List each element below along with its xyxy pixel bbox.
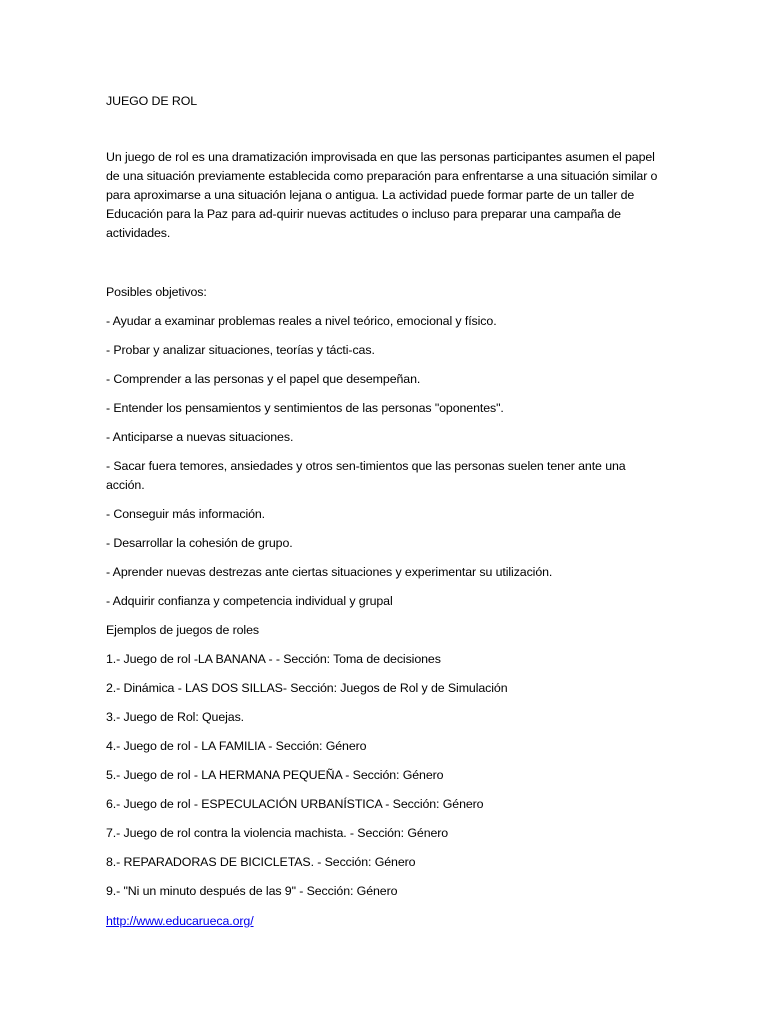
example-item: 8.- REPARADORAS DE BICICLETAS. - Sección: Género — [106, 855, 416, 869]
example-item: 5.- Juego de rol - LA HERMANA PEQUEÑA - Sección: Género — [106, 768, 444, 782]
example-item: 1.- Juego de rol -LA BANANA - - Sección: Toma de decisiones — [106, 652, 441, 666]
document-title: JUEGO DE ROL — [106, 94, 198, 108]
objective-item: - Ayudar a examinar problemas reales a nivel teórico, emocional y físico. — [106, 314, 497, 328]
objective-item: - Desarrollar la cohesión de grupo. — [106, 536, 293, 550]
reference-link-line — [106, 912, 676, 931]
objective-item: - Sacar fuera temores, ansiedades y otros sen-timientos que las personas suelen tener ante una acción. — [106, 459, 626, 492]
objective-item: - Adquirir confianza y competencia individual y grupal — [106, 594, 393, 608]
example-item: 9.- "Ni un minuto después de las 9" - Sección: Género — [106, 884, 398, 898]
objective-item: - Comprender a las personas y el papel que desempeñan. — [106, 372, 421, 386]
example-item: 6.- Juego de rol - ESPECULACIÓN URBANÍSTICA - Sección: Género — [106, 797, 484, 811]
example-item: 3.- Juego de Rol: Quejas. — [106, 710, 245, 724]
objectives-heading: Posibles objetivos: — [106, 285, 207, 299]
educarueca-link[interactable]: http://www.educarueca.org/ — [106, 914, 254, 928]
objective-item: - Conseguir más información. — [106, 507, 266, 521]
example-item: 2.- Dinámica - LAS DOS SILLAS- Sección: Juegos de Rol y de Simulación — [106, 681, 508, 695]
objective-item: - Entender los pensamientos y sentimientos de las personas "oponentes". — [106, 401, 504, 415]
example-item: 7.- Juego de rol contra la violencia machista. - Sección: Género — [106, 826, 449, 840]
examples-heading: Ejemplos de juegos de roles — [106, 623, 259, 637]
example-item: 4.- Juego de rol - LA FAMILIA - Sección: Género — [106, 739, 367, 753]
objective-item: - Probar y analizar situaciones, teorías y tácti-cas. — [106, 343, 375, 357]
intro-paragraph: Un juego de rol es una dramatización improvisada en que las personas participantes asumen el papel de una situación previamente establecida como preparación para enfrentarse a una situación similar o para aproximarse a una situación lejana o antigua. La actividad puede formar parte de un taller de Educación para la Paz para ad-quirir nuevas actitudes o incluso para preparar una campaña de actividades. — [106, 150, 658, 240]
objective-item: - Aprender nuevas destrezas ante ciertas situaciones y experimentar su utilización. — [106, 565, 553, 579]
objective-item: - Anticiparse a nuevas situaciones. — [106, 430, 294, 444]
